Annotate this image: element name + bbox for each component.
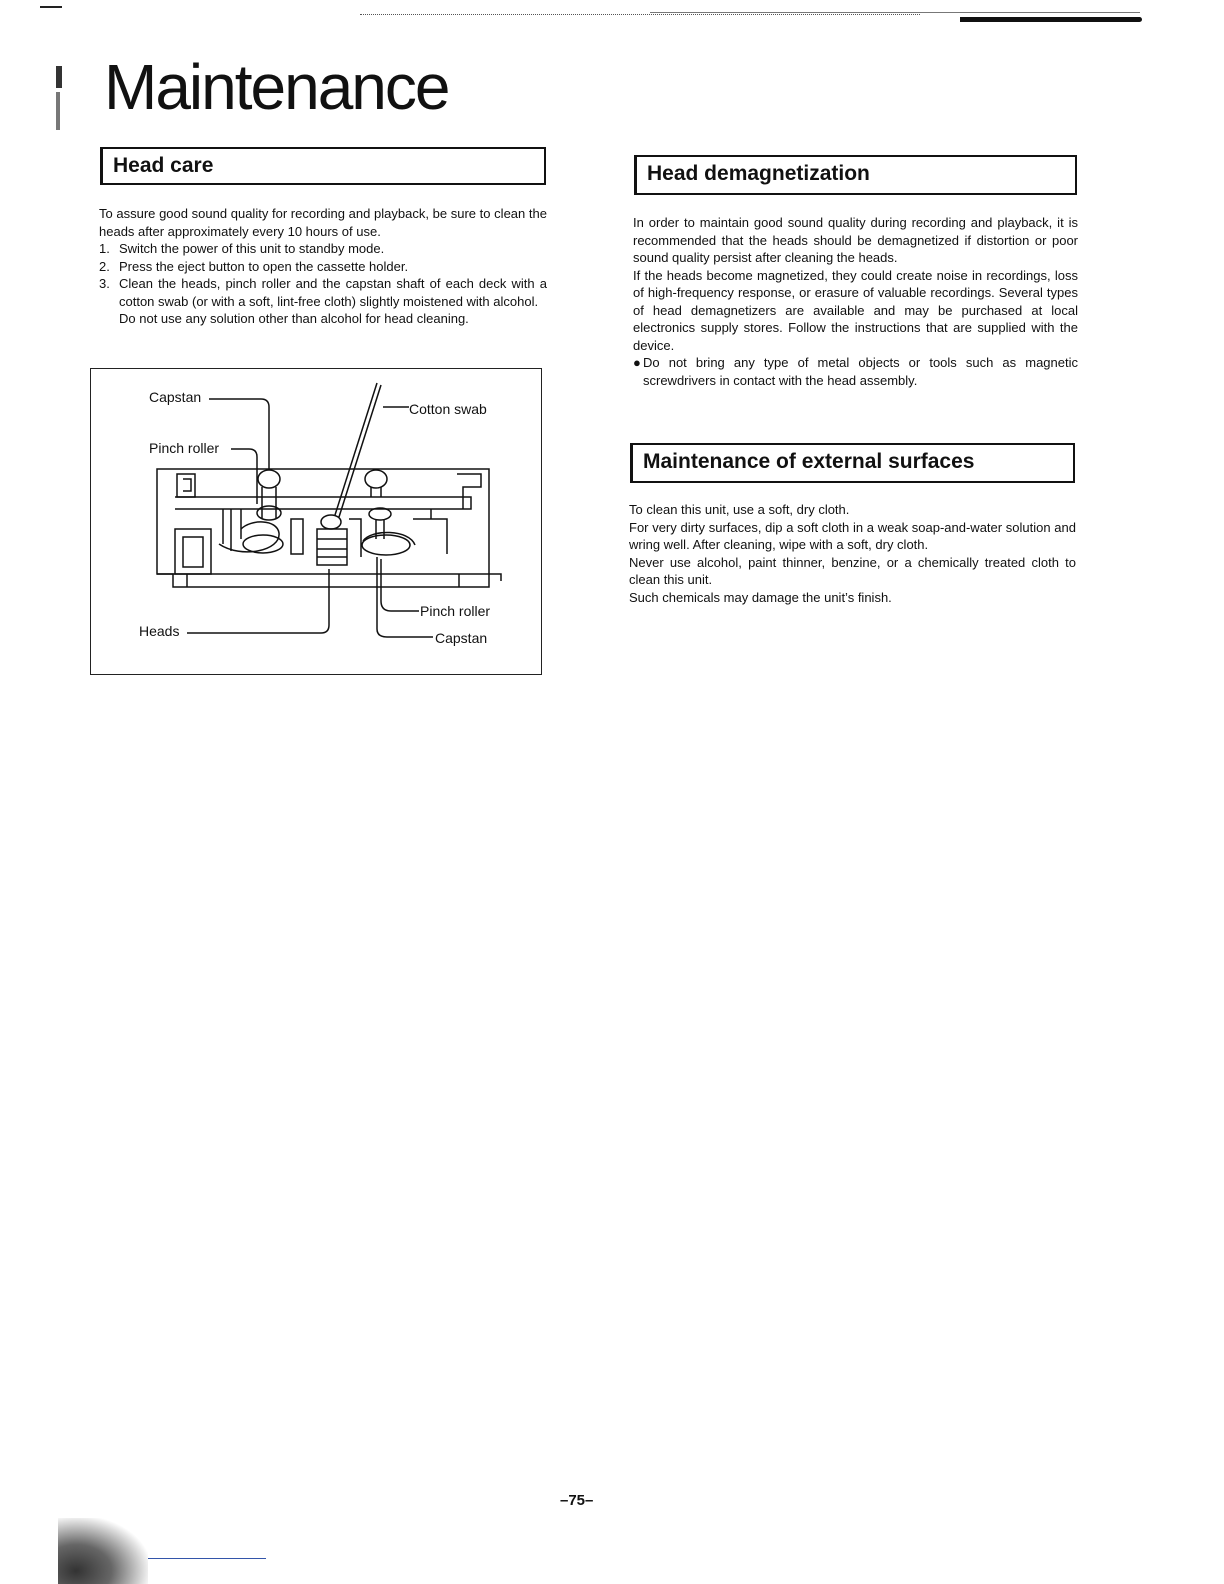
step-number: 1. xyxy=(99,241,110,256)
head-care-body xyxy=(99,205,547,328)
external-surfaces-para: For very dirty surfaces, dip a soft cloth in a weak soap-and-water solution and wring well. After cleaning, wipe with a soft, dry cloth. xyxy=(629,519,1076,552)
binding-mark xyxy=(56,66,62,88)
right-capstan-cap xyxy=(365,470,387,488)
swab-tip xyxy=(321,515,341,529)
chassis-outline xyxy=(157,469,489,587)
footer-rule xyxy=(148,1558,266,1559)
left-capstan-cap xyxy=(258,470,280,488)
step-text: Switch the power of this unit to standby mode. xyxy=(119,241,385,256)
external-surfaces-para: Never use alcohol, paint thinner, benzine, or a chemically treated cloth to clean this unit. xyxy=(629,554,1076,587)
page-title: Maintenance xyxy=(104,51,449,123)
chassis-inner-rail xyxy=(175,497,471,509)
right-block xyxy=(413,509,447,554)
binding-mark xyxy=(56,92,60,130)
head-demagnetization-heading: Head demagnetization xyxy=(634,155,1077,195)
leader-capstan-top xyxy=(209,399,269,469)
left-capstan-shaft xyxy=(262,487,276,519)
leader-pinch-roller-bottom xyxy=(381,559,419,611)
figure-label-cotton-swab: Cotton swab xyxy=(409,401,487,417)
step-number: 3. xyxy=(99,276,110,291)
left-tab xyxy=(177,474,195,497)
head-care-intro: To assure good sound quality for recording and playback, be sure to clean the heads after approximately every 10 hours of use. xyxy=(99,206,547,239)
head-care-figure xyxy=(90,368,542,675)
right-tab xyxy=(457,474,481,509)
external-surfaces-body xyxy=(629,501,1076,606)
external-surfaces-para: To clean this unit, use a soft, dry cloth. xyxy=(629,502,850,517)
figure-label-heads: Heads xyxy=(139,623,180,639)
step-text: Clean the heads, pinch roller and the capstan shaft of each deck with a cotton swab (or with a soft, lint-free cloth) slightly moistened with alcohol. xyxy=(119,276,547,309)
head-demagnetization-body xyxy=(633,214,1078,389)
top-dotted-rule xyxy=(360,14,920,15)
head-care-steps xyxy=(99,240,547,310)
head-demagnetization-para: In order to maintain good sound quality during recording and playback, it is recommended that the heads should be demagnetized if distortion or poor sound quality persist after cleaning the heads. xyxy=(633,215,1078,265)
right-pinch-roller xyxy=(362,535,410,555)
leader-capstan-bottom xyxy=(377,557,433,637)
head-care-heading: Head care xyxy=(100,147,546,185)
right-pinch-roller-top xyxy=(369,508,391,520)
left-pinch-roller xyxy=(257,506,281,520)
bullet-text: Do not bring any type of metal objects or tools such as magnetic screwdrivers in contact with the head assembly. xyxy=(643,355,1078,388)
leader-heads xyxy=(187,569,329,633)
head-care-note: Do not use any solution other than alcohol for head cleaning. xyxy=(119,311,469,326)
step-item xyxy=(99,240,547,258)
left-block xyxy=(175,529,211,574)
page-number: –75– xyxy=(560,1492,594,1509)
right-guide xyxy=(349,519,361,557)
step-item xyxy=(99,258,547,276)
step-item xyxy=(99,275,547,310)
step-text: Press the eject button to open the cassette holder. xyxy=(119,258,409,274)
center-head xyxy=(317,529,347,565)
left-post-lower xyxy=(223,509,241,551)
external-surfaces-heading: Maintenance of external surfaces xyxy=(630,443,1075,483)
external-surfaces-para: Such chemicals may damage the unit’s finish. xyxy=(629,589,892,605)
leader-pinch-roller-top xyxy=(231,449,257,504)
bullet-icon: ● xyxy=(633,355,641,370)
head-demagnetization-bullet xyxy=(633,354,1078,389)
figure-label-capstan: Capstan xyxy=(149,389,202,405)
figure-label-pinch-roller: Pinch roller xyxy=(420,603,491,619)
step-number: 2. xyxy=(99,258,110,274)
figure-label-capstan: Capstan xyxy=(435,630,488,646)
top-bar-decoration xyxy=(960,17,1142,22)
head-demagnetization-para: If the heads become magnetized, they could create noise in recordings, loss of high-frequency response, or erasure of valuable recordings. Several types of head demagnetizers are available and may be purchased at local electronics supply stores. Follow the instructions that are supplied with the device. xyxy=(633,267,1078,353)
scan-smudge xyxy=(58,1518,148,1584)
figure-label-pinch-roller: Pinch roller xyxy=(149,440,220,456)
scan-mark xyxy=(40,6,62,8)
bottom-step xyxy=(187,574,459,587)
center-bracket xyxy=(291,519,303,554)
top-rule xyxy=(650,12,1140,13)
